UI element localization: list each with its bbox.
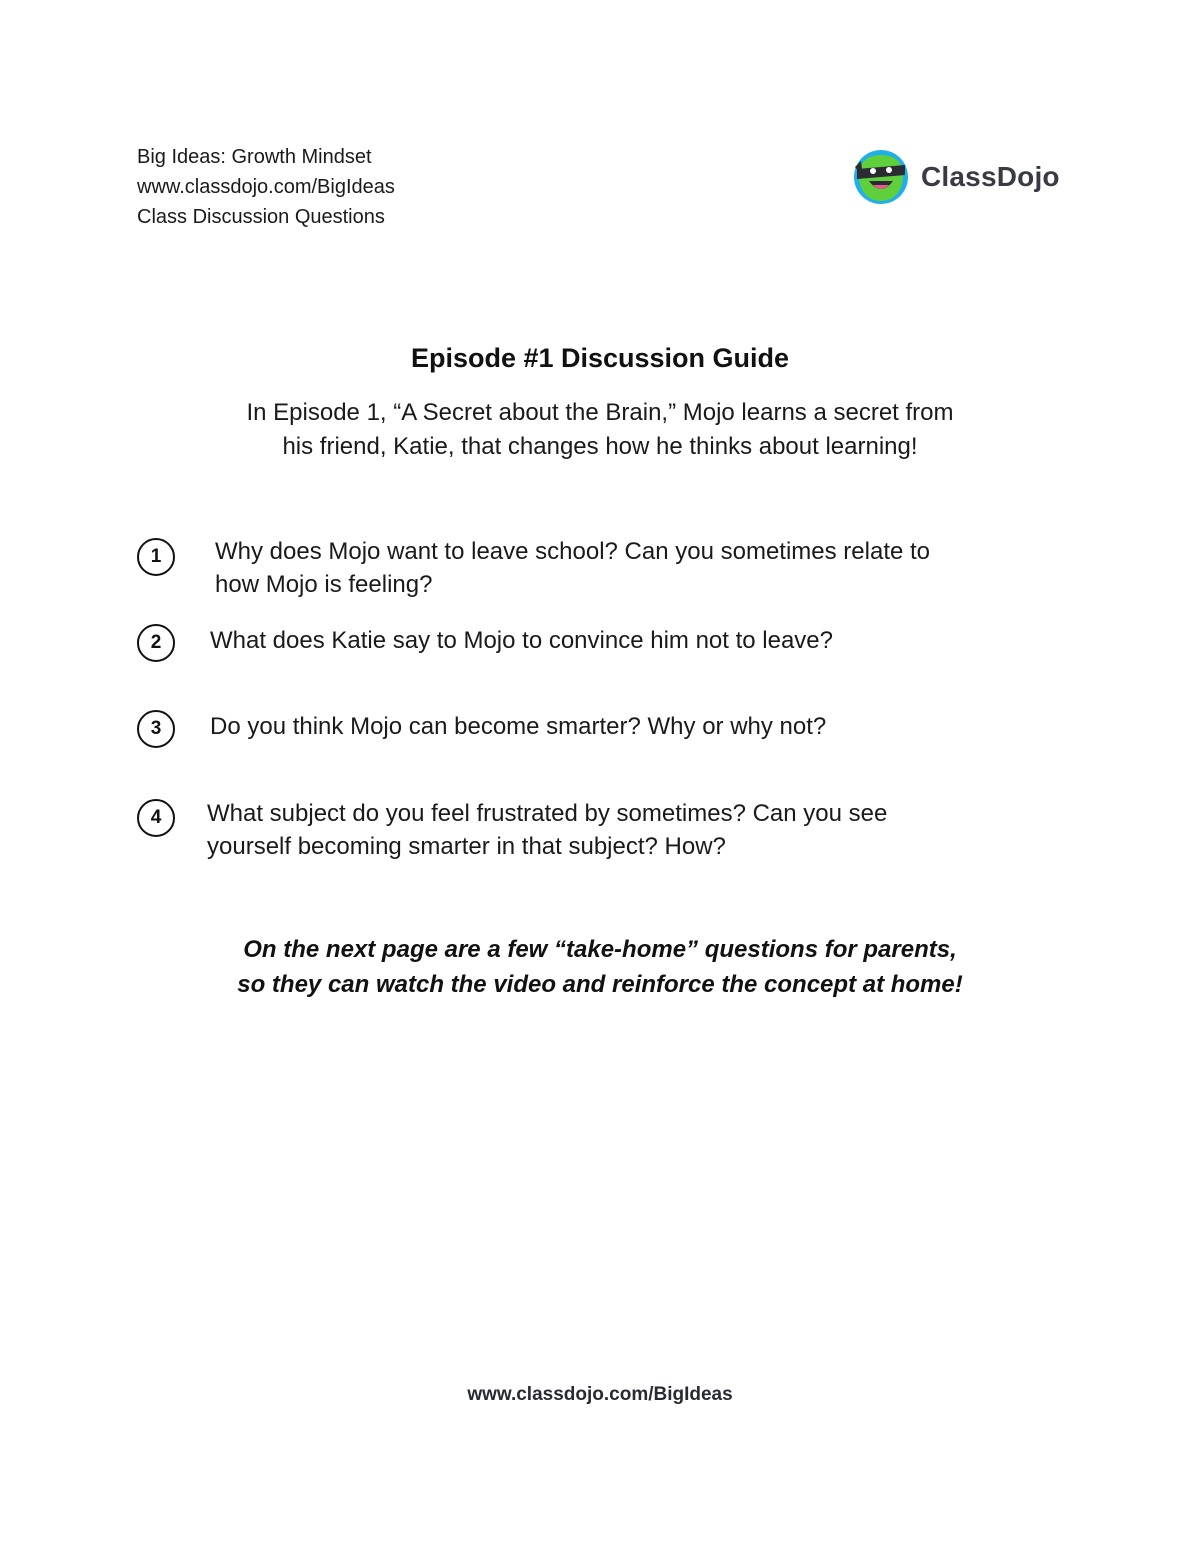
classdojo-logo (851, 147, 1060, 207)
question-line: Why does Mojo want to leave school? Can you sometimes relate to (215, 538, 931, 565)
footer-url[interactable]: www.classdojo.com/BigIdeas (467, 1384, 733, 1405)
question-line: What does Katie say to Mojo to convince him not to leave? (210, 627, 834, 654)
intro-paragraph (150, 396, 1050, 464)
question-text (207, 797, 887, 863)
question-text (210, 710, 826, 743)
header-block (137, 142, 395, 232)
question-number-badge: 2 (137, 624, 175, 662)
intro-line: In Episode 1, “A Secret about the Brain,” Mojo learns a secret from (246, 399, 954, 426)
question-text (210, 624, 833, 657)
classdojo-logo-text: ClassDojo (921, 161, 1060, 192)
question-line: how Mojo is feeling? (215, 571, 433, 598)
header-url[interactable]: www.classdojo.com/BigIdeas (137, 176, 395, 198)
question-number-badge: 4 (137, 799, 175, 837)
question-text (215, 535, 930, 601)
page-title: Episode #1 Discussion Guide (410, 343, 790, 373)
header-subtitle: Class Discussion Questions (137, 206, 385, 228)
question-number-badge: 1 (137, 538, 175, 576)
question-number-badge: 3 (137, 710, 175, 748)
question-line: What subject do you feel frustrated by sometimes? Can you see (207, 800, 888, 827)
classdojo-mojo-icon (851, 147, 911, 207)
closing-line: On the next page are a few “take-home” questions for parents, (243, 936, 957, 963)
closing-note (150, 932, 1050, 1002)
question-line: yourself becoming smarter in that subject? How? (207, 833, 726, 860)
question-line: Do you think Mojo can become smarter? Why or why not? (210, 713, 827, 740)
header-topic: Big Ideas: Growth Mindset (137, 146, 372, 168)
closing-line: so they can watch the video and reinforce the concept at home! (237, 971, 963, 998)
intro-line: his friend, Katie, that changes how he thinks about learning! (282, 433, 918, 460)
